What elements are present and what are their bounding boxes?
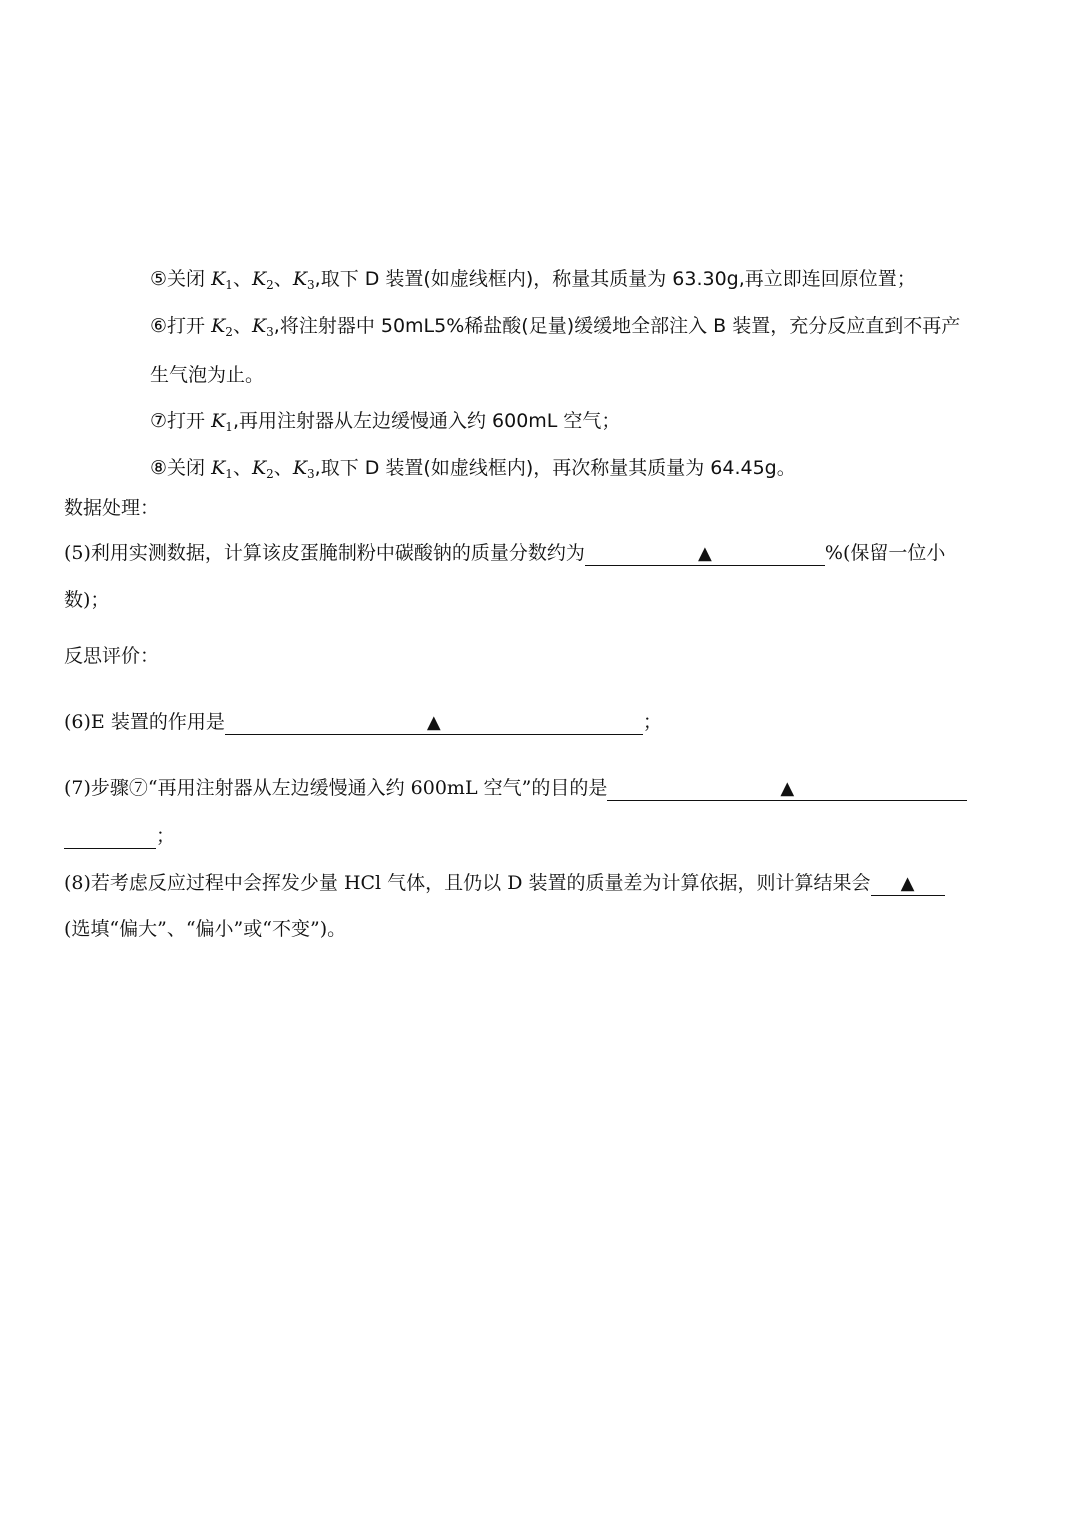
answer-blank-q7-continued[interactable] [64,824,156,849]
answer-blank-q6[interactable] [225,710,643,735]
separator: 、 [273,457,293,479]
step-8 [150,455,796,487]
step-text: ,将注射器中 50mL5%稀盐酸(足量)缓缓地全部注入 B 装置，充分反应直到不再产 [273,315,961,337]
answer-triangle-icon: ▲ [780,778,795,799]
k2-symbol: $K_2$ [251,268,274,292]
answer-triangle-icon: ▲ [900,873,915,894]
answer-blank-q5[interactable] [585,541,825,566]
k3-symbol: $K_3$ [251,315,274,339]
question-text: (6)E 装置的作用是 [64,711,225,733]
step-text: 生气泡为止。 [150,364,265,386]
question-7-continued [64,823,175,849]
step-text: 打开 [167,410,212,432]
answer-blank-q7[interactable] [607,776,967,801]
answer-triangle-icon: ▲ [426,712,441,733]
separator: 、 [232,268,252,290]
question-6 [64,709,662,735]
step-marker: ⑦ [150,410,168,432]
k1-symbol: $K_1$ [211,457,233,481]
question-5-continued [64,587,109,613]
question-text: (选填“偏大”、“偏小”或“不变”)。 [64,918,347,940]
question-7 [64,775,967,801]
step-6-continued [150,362,264,388]
k1-symbol: $K_1$ [211,268,233,292]
separator: 、 [232,315,252,337]
question-8-continued [64,916,346,942]
k3-symbol: $K_3$ [292,457,315,481]
separator: 、 [232,457,252,479]
step-text: ,再用注射器从左边缓慢通入约 600mL 空气； [232,410,621,432]
question-text: ； [156,825,176,847]
step-text: 打开 [167,315,212,337]
step-text: ,取下 D 装置(如虚线框内)，称量其质量为 63.30g,再立即连回原位置； [314,268,916,290]
step-marker: ⑧ [150,457,168,479]
question-text: (5)利用实测数据，计算该皮蛋腌制粉中碳酸钠的质量分数约为 [64,542,585,564]
step-5 [150,266,916,298]
step-6 [150,313,960,345]
k2-symbol: $K_2$ [211,315,233,339]
step-7 [150,408,620,440]
k2-symbol: $K_2$ [251,457,274,481]
question-text: (8)若考虑反应过程中会挥发少量 HCl 气体，且仍以 D 装置的质量差为计算依据，则计算结果会 [64,872,871,894]
question-text: (7)步骤⑦“再用注射器从左边缓慢通入约 600mL 空气”的目的是 [64,777,608,799]
question-text: 数)； [64,589,110,611]
step-text: 关闭 [167,268,212,290]
question-5 [64,540,945,566]
k1-symbol: $K_1$ [211,410,233,434]
question-text: ； [642,711,662,733]
answer-blank-q8[interactable] [871,871,945,896]
step-marker: ⑤ [150,268,168,290]
question-8 [64,870,945,896]
question-text: %(保留一位小 [824,542,946,564]
separator: 、 [273,268,293,290]
step-text: 关闭 [167,457,212,479]
step-marker: ⑥ [150,315,168,337]
k3-symbol: $K_3$ [292,268,315,292]
step-text: ,取下 D 装置(如虚线框内)，再次称量其质量为 64.45g。 [314,457,796,479]
answer-triangle-icon: ▲ [698,543,712,564]
section-heading-data-processing: 数据处理： [64,497,160,519]
section-heading-reflection: 反思评价： [64,645,160,667]
